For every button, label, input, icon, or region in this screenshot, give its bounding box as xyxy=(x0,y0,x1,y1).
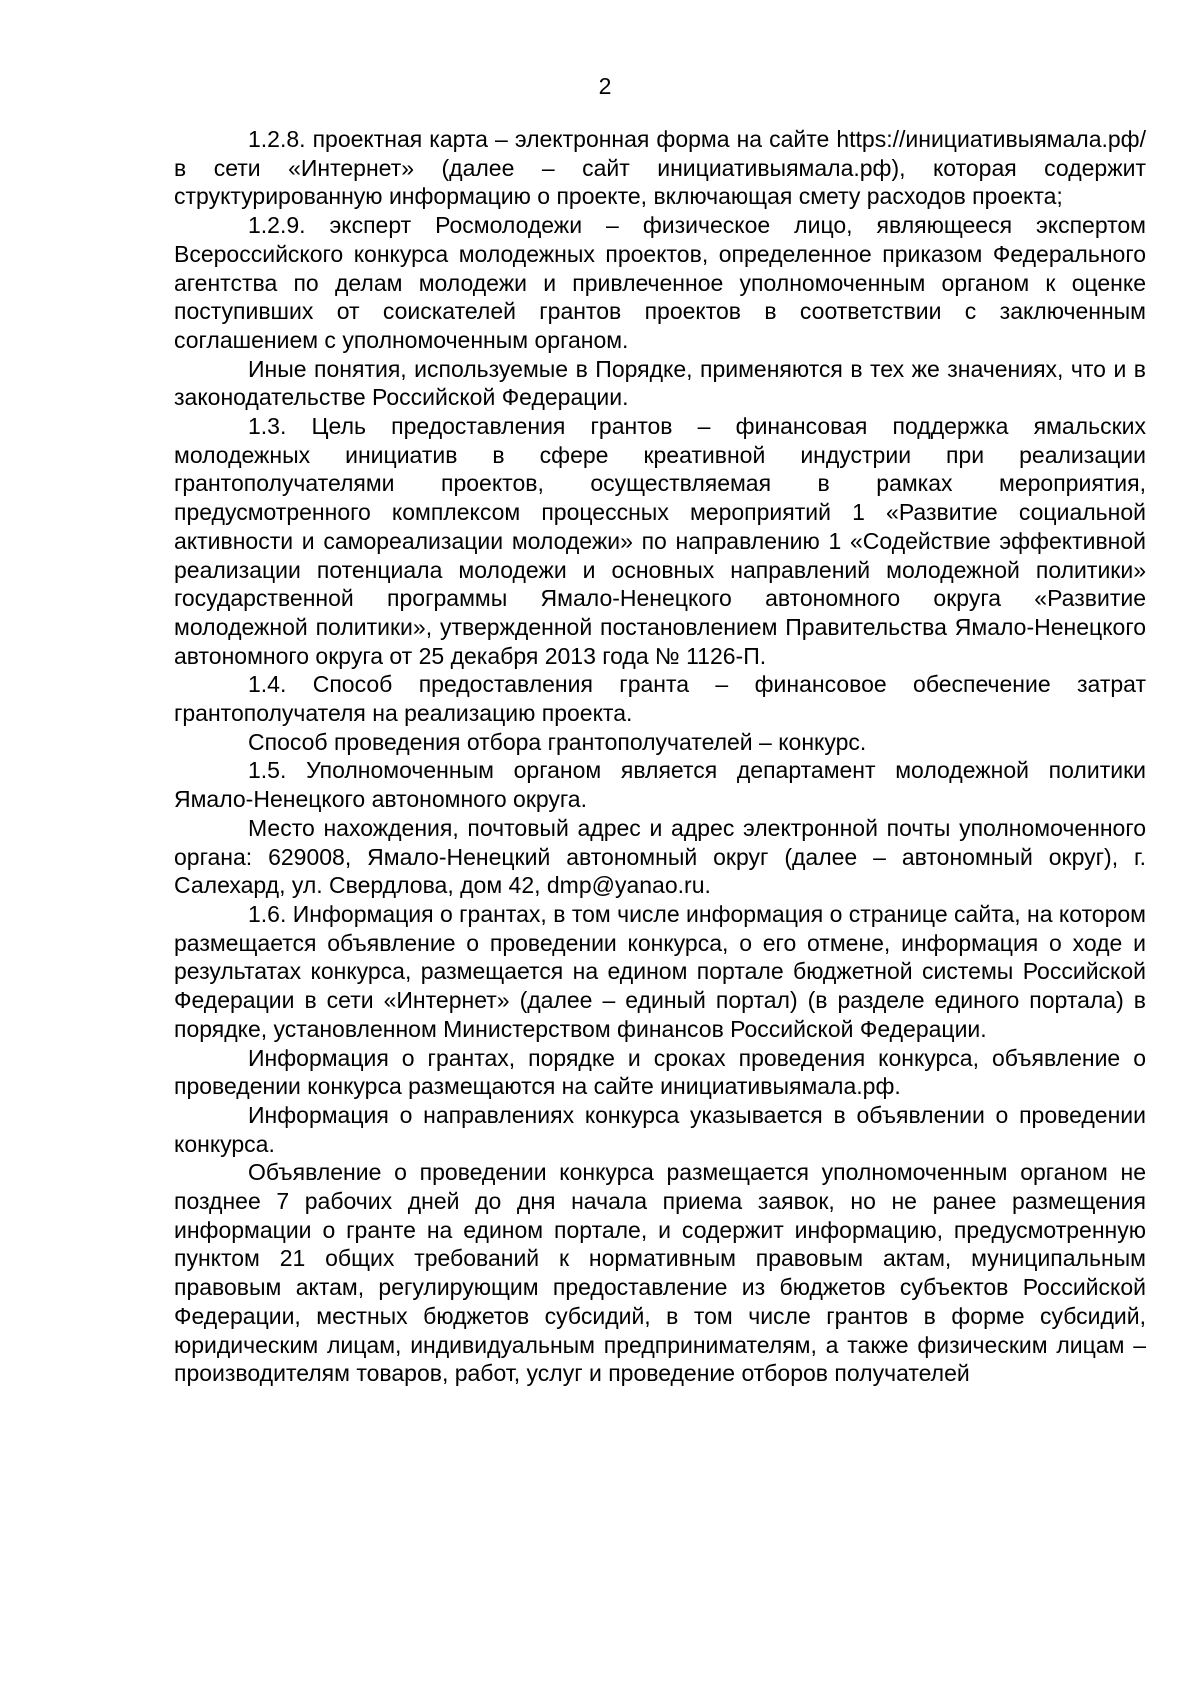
paragraph-1-4: 1.4. Способ предоставления гранта – финансовое обеспечение затрат грантополучателя на реализацию проекта. xyxy=(174,671,1146,727)
paragraph-other-terms: Иные понятия, используемые в Порядке, применяются в тех же значениях, что и в законодательстве Российской Федерации. xyxy=(174,355,1146,411)
paragraph-announcement: Объявление о проведении конкурса размещается уполномоченным органом не позднее 7 рабочих дней до дня начала приема заявок, но не ранее размещения информации о гранте на едином портале, и содержит информацию, предусмотренную пунктом 21 общих требований к нормативным правовым актам, муниципальным правовым актам, регулирующим предоставление из бюджетов субъектов Российской Федерации, местных бюджетов субсидий, в том числе грантов в форме субсидий, юридическим лицам, индивидуальным предпринимателям, а также физическим лицам – производителям товаров, работ, услуг и проведение отборов получателей xyxy=(174,1159,1146,1387)
paragraph-grant-info: Информация о грантах, порядке и сроках проведения конкурса, объявление о проведении конкурса размещаются на сайте инициативыямала.рф. xyxy=(174,1044,1146,1100)
document-body xyxy=(174,125,1146,1388)
paragraph-address: Место нахождения, почтовый адрес и адрес электронной почты уполномоченного органа: 629008, Ямало-Ненецкий автономный округ (далее – автономный округ), г. Салехард, ул. Свердлова, дом 42, dmp@yanao.ru. xyxy=(174,814,1146,899)
paragraph-1-3: 1.3. Цель предоставления грантов – финансовая поддержка ямальских молодежных инициатив в сфере креативной индустрии при реализации грантополучателями проектов, осуществляемая в рамках мероприятия, предусмотренного комплексом процессных мероприятий 1 «Развитие социальной активности и самореализации молодежи» по направлению 1 «Содействие эффективной реализации потенциала молодежи и основных направлений молодежной политики» государственной программы Ямало-Ненецкого автономного округа «Развитие молодежной политики», утвержденной постановлением Правительства Ямало-Ненецкого автономного округа от 25 декабря 2013 года № 1126-П. xyxy=(174,413,1146,669)
paragraph-directions-info: Информация о направлениях конкурса указывается в объявлении о проведении конкурса. xyxy=(174,1101,1146,1157)
paragraph-1-5: 1.5. Уполномоченным органом является департамент молодежной политики Ямало-Ненецкого автономного округа. xyxy=(174,757,1146,813)
page-number: 2 xyxy=(598,73,612,99)
paragraph-1-6: 1.6. Информация о грантах, в том числе информация о странице сайта, на котором размещается объявление о проведении конкурса, о его отмене, информация о ходе и результатах конкурса, размещается на едином портале бюджетной системы Российской Федерации в сети «Интернет» (далее – единый портал) (в разделе единого портала) в порядке, установленном Министерством финансов Российской Федерации. xyxy=(174,900,1146,1042)
paragraph-1-2-8: 1.2.8. проектная карта – электронная форма на сайте https://инициативыямала.рф/ в сети «Интернет» (далее – сайт инициативыямала.рф), которая содержит структурированную информацию о проекте, включающая смету расходов проекта; xyxy=(174,126,1146,210)
paragraph-selection-method: Способ проведения отбора грантополучателей – конкурс. xyxy=(248,728,867,755)
paragraph-1-2-9: 1.2.9. эксперт Росмолодежи – физическое лицо, являющееся экспертом Всероссийского конкурса молодежных проектов, определенное приказом Федерального агентства по делам молодежи и привлеченное уполномоченным органом к оценке поступивших от соискателей грантов проектов в соответствии с заключенным соглашением с уполномоченным органом. xyxy=(174,212,1146,353)
